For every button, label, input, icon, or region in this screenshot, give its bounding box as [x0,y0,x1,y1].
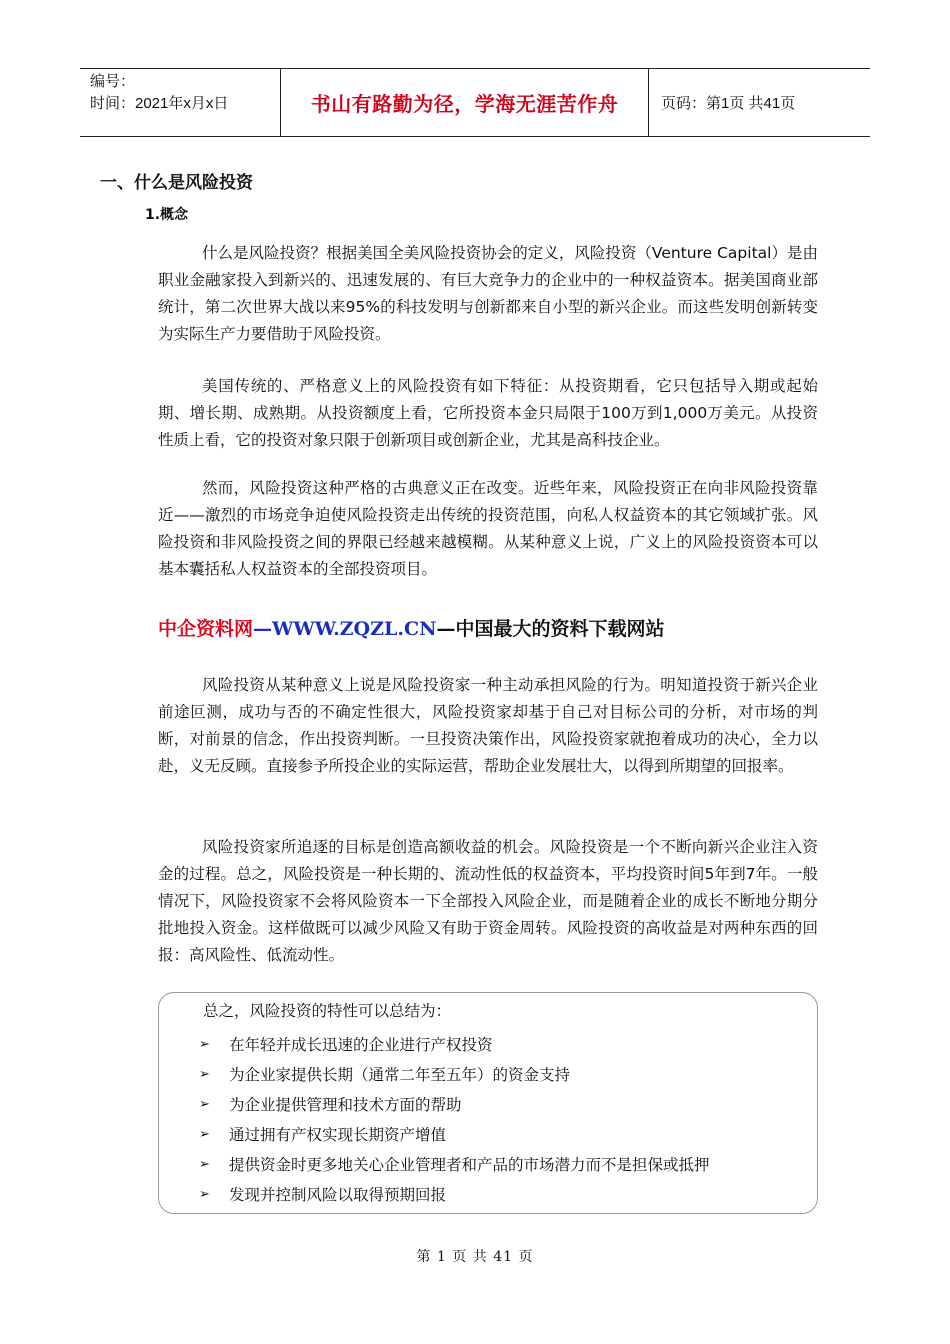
list-item-text: 在年轻并成长迅速的企业进行产权投资 [229,1036,493,1054]
list-item-text: 为企业提供管理和技术方面的帮助 [229,1096,462,1114]
list-item-text: 为企业家提供长期（通常二年至五年）的资金支持 [229,1066,571,1084]
paragraph-5: 风险投资家所追逐的目标是创造高额收益的机会。风险投资是一个不断向新兴企业注入资金的过程。总之，风险投资是一种长期的、流动性低的权益资本，平均投资时间5年到7年。一般情况下，风险投资家不会将风险资本一下全部投入风险企业，而是随着企业的成长不断地分期分批地投入资金。这样做既可以减少风险又有助于资金周转。风险投资的高收益是对两种东西的回报：高风险性、低流动性。 [158,838,818,964]
list-item [199,1179,710,1209]
paragraph-3: 然而，风险投资这种严格的古典意义正在改变。近些年来，风险投资正在向非风险投资靠近——激烈的市场竞争迫使风险投资走出传统的投资范围，向私人权益资本的其它领域扩张。风险投资和非风险投资之间的界限已经越来越模糊。从某种意义上说，广义上的风险投资资本可以基本囊括私人权益资本的全部投资项目。 [158,479,818,578]
list-item [199,1029,710,1059]
header-meta [80,69,281,136]
number-label: 编号： [90,73,136,90]
list-item-text: 发现并控制风险以取得预期回报 [229,1186,447,1204]
list-item [199,1059,710,1089]
arrow-bullet-icon: ➢ [199,1156,210,1172]
summary-intro: 总之，风险投资的特性可以总结为： [203,1002,452,1020]
arrow-bullet-icon: ➢ [199,1036,210,1052]
time-label: 时间：2021年x月x日 [90,95,229,112]
banner-dash: — [436,618,456,640]
list-item [199,1119,710,1149]
summary-box [158,992,818,1214]
banner-slogan: 中国最大的资料下载网站 [455,618,665,640]
banner-site-name: 中企资料网 [158,618,254,640]
summary-list [199,1029,710,1209]
header-table [80,68,870,137]
list-item [199,1089,710,1119]
page-footer: 第 1 页 共 41 页 [416,1249,534,1265]
banner-dash: — [253,618,273,640]
subsection-title: 1.概念 [145,207,189,223]
list-item-text: 通过拥有产权实现长期资产增值 [229,1126,447,1144]
arrow-bullet-icon: ➢ [199,1066,210,1082]
arrow-bullet-icon: ➢ [199,1126,210,1142]
paragraph-1: 什么是风险投资？根据美国全美风险投资协会的定义，风险投资（Venture Capital）是由职业金融家投入到新兴的、迅速发展的、有巨大竞争力的企业中的一种权益资本。据美国商业部统计，第二次世界大战以来95%的科技发明与创新都来自小型的新兴企业。而这些发明创新转变为实际生产力要借助于风险投资。 [158,244,818,343]
arrow-bullet-icon: ➢ [199,1186,210,1202]
section-title: 一、什么是风险投资 [100,173,253,193]
site-banner[interactable] [158,614,664,641]
list-item [199,1149,710,1179]
arrow-bullet-icon: ➢ [199,1096,210,1112]
header-motto: 书山有路勤为径，学海无涯苦作舟 [310,92,619,116]
paragraph-2: 美国传统的、严格意义上的风险投资有如下特征：从投资期看，它只包括导入期或起始期、增长期、成熟期。从投资额度上看，它所投资本金只局限于100万到1,000万美元。从投资性质上看，它的投资对象只限于创新项目或创新企业，尤其是高科技企业。 [158,377,818,449]
list-item-text: 提供资金时更多地关心企业管理者和产品的市场潜力而不是担保或抵押 [229,1156,710,1174]
header-page-info: 页码：第1页 共41页 [661,95,796,112]
paragraph-4: 风险投资从某种意义上说是风险投资家一种主动承担风险的行为。明知道投资于新兴企业前途叵测，成功与否的不确定性很大，风险投资家却基于自己对目标公司的分析，对市场的判断，对前景的信念，作出投资判断。一旦投资决策作出，风险投资家就抱着成功的决心，全力以赴，义无反顾。直接参予所投企业的实际运营，帮助企业发展壮大，以得到所期望的回报率。 [158,676,818,775]
banner-url[interactable]: WWW.ZQZL.CN [272,618,437,640]
header-motto-cell [281,69,649,136]
